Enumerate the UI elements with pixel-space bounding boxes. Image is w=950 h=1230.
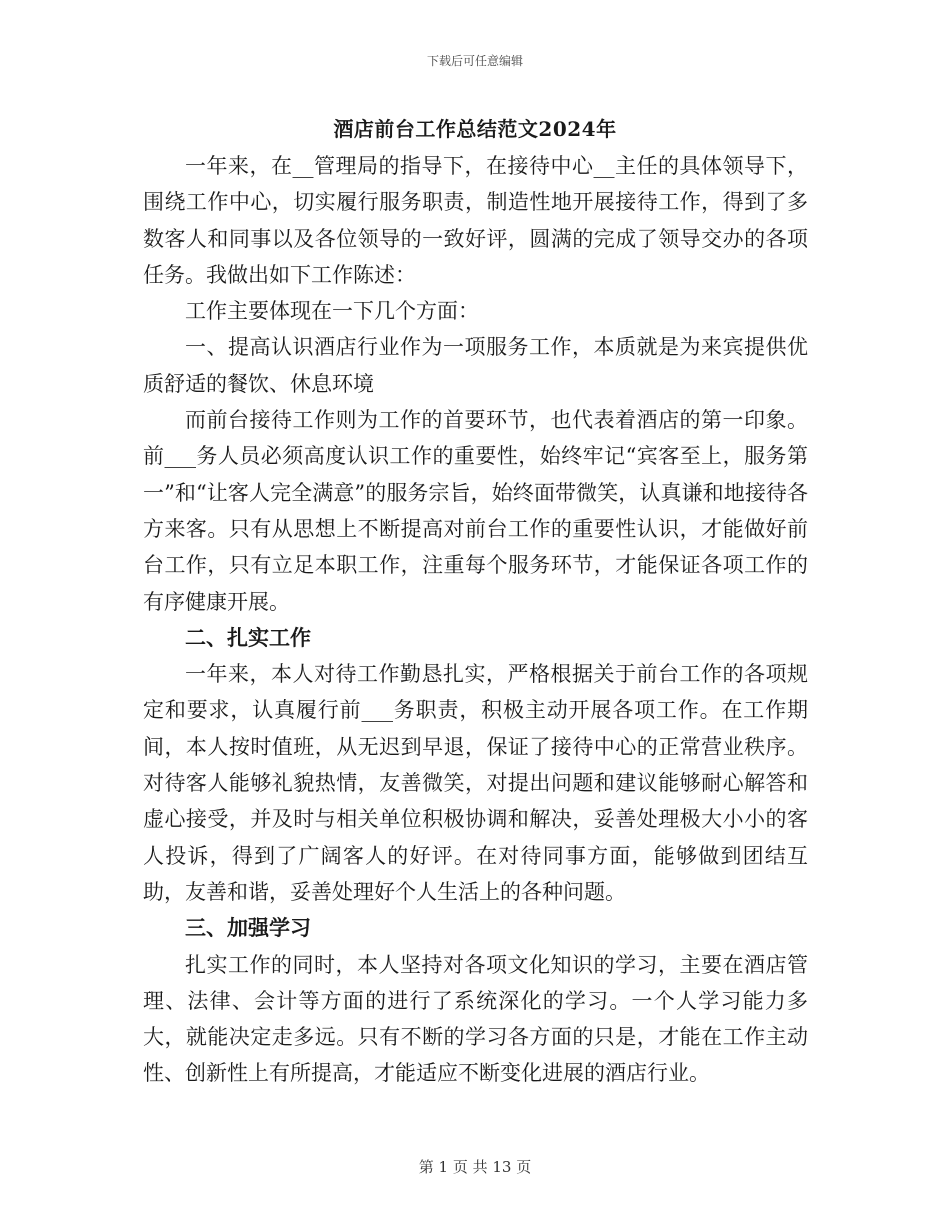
page-number: 第 1 页 共 13 页 [418, 1158, 532, 1176]
intro-paragraph: 一年来，在__管理局的指导下，在接待中心__主任的具体领导下，围绕工作中心，切实履行服务职责，制造性地开展接待工作，得到了多数客人和同事以及各位领导的一致好评，圆满的完成了领导交办的各项任务。我做出如下工作陈述： [143, 154, 808, 287]
aspects-intro-paragraph: 工作主要体现在一下几个方面： [185, 299, 479, 324]
document-title: 酒店前台工作总结范文2024年 [333, 117, 617, 141]
section-one-paragraph: 而前台接待工作则为工作的首要环节，也代表着酒店的第一印象。前___务人员必须高度认识工作的重要性，始终牢记“宾客至上，服务第一”和“让客人完全满意”的服务宗旨，始终面带微笑，认真谦和地接待各方来客。只有从思想上不断提高对前台工作的重要性认识，才能做好前台工作，只有立足本职工作，注重每个服务环节，才能保证各项工作的有序健康开展。 [143, 408, 808, 614]
section-two-paragraph: 一年来，本人对待工作勤恳扎实，严格根据关于前台工作的各项规定和要求，认真履行前___务职责，积极主动开展各项工作。在工作期间，本人按时值班，从无迟到早退，保证了接待中心的正常营业秩序。对待客人能够礼貌热情，友善微笑，对提出问题和建议能够耐心解答和虚心接受，并及时与相关单位积极协调和解决，妥善处理极大小小的客人投诉，得到了广阔客人的好评。在对待同事方面，能够做到团结互助，友善和谐，妥善处理好个人生活上的各种问题。 [143, 662, 808, 904]
section-three-paragraph: 扎实工作的同时，本人坚持对各项文化知识的学习，主要在酒店管理、法律、会计等方面的进行了系统深化的学习。一个人学习能力多大，就能决定走多远。只有不断的学习各方面的只是，才能在工作主动性、创新性上有所提高，才能适应不断变化进展的酒店行业。 [143, 952, 808, 1086]
section-two-heading: 二、扎实工作 [185, 624, 311, 650]
document-body [143, 148, 808, 1092]
page-header-note: 下载后可任意编辑 [426, 54, 523, 68]
section-one-heading: 一、提高认识酒店行业作为一项服务工作，本质就是为来宾提供优质舒适的餐饮、休息环境 [143, 335, 808, 396]
section-three-heading: 三、加强学习 [185, 915, 311, 941]
